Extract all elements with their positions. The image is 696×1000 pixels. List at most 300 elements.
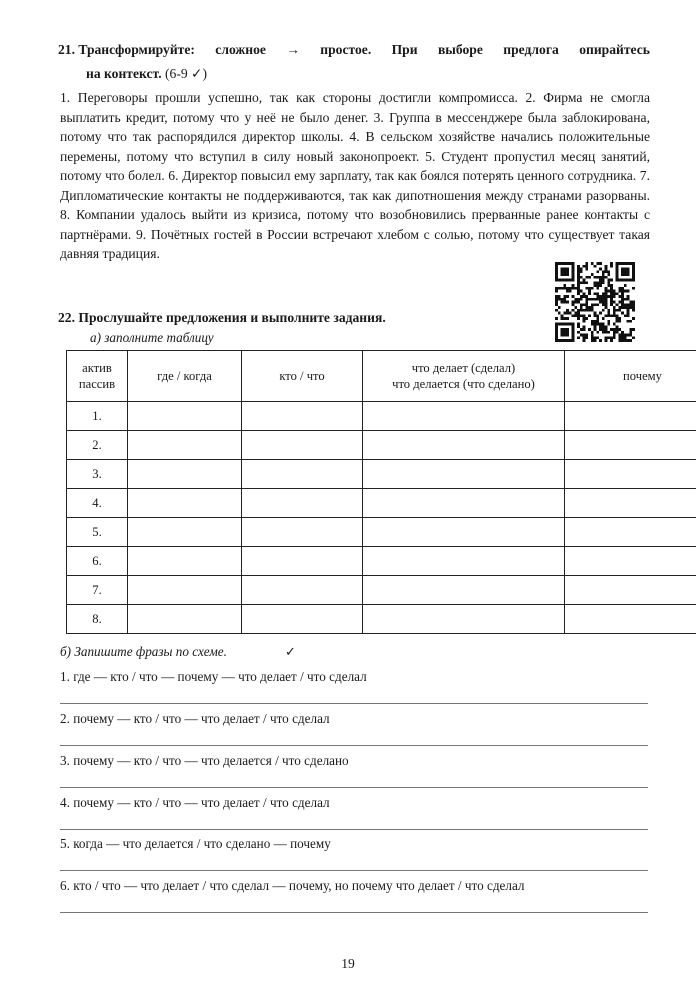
qr-module bbox=[632, 265, 635, 268]
answer-cell[interactable] bbox=[242, 518, 363, 547]
qr-module bbox=[561, 339, 564, 342]
qr-module bbox=[629, 301, 632, 304]
qr-module bbox=[610, 290, 613, 293]
qr-module bbox=[572, 287, 575, 290]
qr-module bbox=[624, 270, 627, 273]
qr-module bbox=[602, 281, 605, 284]
qr-module bbox=[607, 270, 610, 273]
qr-module bbox=[572, 284, 575, 287]
qr-module bbox=[572, 301, 575, 304]
qr-module bbox=[580, 281, 583, 284]
qr-module bbox=[627, 268, 630, 271]
qr-module bbox=[632, 276, 635, 279]
qr-module bbox=[569, 290, 572, 293]
qr-module bbox=[555, 334, 558, 337]
answer-cell[interactable] bbox=[565, 489, 696, 518]
qr-module bbox=[610, 287, 613, 290]
qr-module bbox=[566, 273, 569, 276]
qr-module bbox=[610, 301, 613, 304]
qr-module bbox=[555, 301, 558, 304]
qr-module bbox=[569, 339, 572, 342]
exercise-21-heading bbox=[58, 38, 650, 86]
qr-module bbox=[555, 290, 558, 293]
qr-module bbox=[569, 287, 572, 290]
qr-module bbox=[572, 295, 575, 298]
row-number: 2. bbox=[67, 431, 128, 460]
qr-module bbox=[561, 262, 564, 265]
qr-module bbox=[607, 290, 610, 293]
qr-module bbox=[627, 273, 630, 276]
qr-module bbox=[624, 284, 627, 287]
qr-module bbox=[621, 270, 624, 273]
qr-module bbox=[616, 273, 619, 276]
qr-module bbox=[618, 262, 621, 265]
qr-module bbox=[577, 290, 580, 293]
qr-module bbox=[632, 270, 635, 273]
qr-module bbox=[613, 292, 616, 295]
qr-module bbox=[607, 273, 610, 276]
answer-table bbox=[66, 350, 696, 634]
qr-module bbox=[563, 279, 566, 282]
qr-module bbox=[621, 336, 624, 339]
qr-module bbox=[610, 295, 613, 298]
qr-module bbox=[610, 284, 613, 287]
qr-module bbox=[605, 336, 608, 339]
qr-module bbox=[566, 279, 569, 282]
exercise-21-text: 1. Переговоры прошли успешно, так как стороны достигли компромисса. 2. Фирма не смогла выплатить кредит, потому что у неё не было денег. 3. Группа в мессенджере была заблокирована, потому что так распорядился директор школы. 4. В сельском хозяйстве начались положительные перемены, потому что вступил в силу новый законопроект. 5. Студент пропустил месяц занятий, потому что болел. 6. Директор повысил ему зарплату, так как боялся потерять ценного сотрудника. 7. Дипломатические контакты не поддерживаются, так как дипотношения между странами разорваны. 8. Компании удалось выйти из кризиса, потому что возобновились прерванные ранее контакты с партнёрами. 9. Почётных гостей в России встречают хлебом с солью, потому что существует такая давняя традиция. bbox=[60, 90, 650, 261]
qr-module bbox=[585, 334, 588, 337]
qr-module bbox=[583, 292, 586, 295]
qr-module bbox=[621, 279, 624, 282]
writing-line[interactable] bbox=[60, 703, 648, 704]
page-number: 19 bbox=[341, 956, 355, 971]
qr-module bbox=[616, 292, 619, 295]
qr-module bbox=[618, 279, 621, 282]
qr-module bbox=[632, 273, 635, 276]
qr-module bbox=[583, 281, 586, 284]
answer-cell[interactable] bbox=[128, 489, 242, 518]
check-mark-icon: ✓ bbox=[285, 644, 297, 659]
qr-module bbox=[566, 270, 569, 273]
qr-module bbox=[616, 276, 619, 279]
qr-module bbox=[563, 273, 566, 276]
qr-module bbox=[618, 334, 621, 337]
qr-module bbox=[599, 279, 602, 282]
qr-module bbox=[577, 292, 580, 295]
qr-module bbox=[555, 331, 558, 334]
phrase-scheme: 3. почему — кто / что — что делается / что сделано bbox=[60, 753, 349, 768]
qr-module bbox=[572, 262, 575, 265]
qr-module bbox=[591, 331, 594, 334]
qr-module bbox=[616, 268, 619, 271]
qr-module bbox=[563, 270, 566, 273]
answer-cell[interactable] bbox=[363, 489, 565, 518]
qr-module bbox=[558, 295, 561, 298]
qr-module bbox=[616, 270, 619, 273]
qr-module bbox=[596, 284, 599, 287]
qr-module bbox=[599, 284, 602, 287]
qr-module bbox=[621, 268, 624, 271]
qr-module bbox=[618, 339, 621, 342]
answer-cell[interactable] bbox=[565, 576, 696, 605]
answer-cell[interactable] bbox=[363, 402, 565, 431]
answer-cell[interactable] bbox=[242, 431, 363, 460]
qr-module bbox=[580, 276, 583, 279]
qr-module bbox=[605, 298, 608, 301]
row-number: 5. bbox=[67, 518, 128, 547]
answer-cell[interactable] bbox=[128, 402, 242, 431]
qr-module bbox=[621, 301, 624, 304]
qr-module bbox=[585, 281, 588, 284]
qr-module bbox=[613, 301, 616, 304]
row-number: 8. bbox=[67, 605, 128, 634]
qr-module bbox=[607, 281, 610, 284]
answer-cell[interactable] bbox=[242, 489, 363, 518]
column-header: кто / что bbox=[242, 351, 363, 402]
heading-line-2: на контекст. bbox=[86, 66, 162, 81]
qr-module bbox=[607, 295, 610, 298]
qr-module bbox=[599, 298, 602, 301]
qr-module bbox=[574, 287, 577, 290]
qr-module bbox=[618, 336, 621, 339]
qr-module bbox=[602, 331, 605, 334]
qr-module bbox=[596, 331, 599, 334]
answer-cell[interactable] bbox=[565, 431, 696, 460]
qr-module bbox=[599, 339, 602, 342]
qr-module bbox=[566, 287, 569, 290]
qr-module bbox=[596, 298, 599, 301]
exercise-21-heading-start: 21. Трансформируйте: bbox=[58, 42, 195, 57]
qr-module bbox=[577, 268, 580, 271]
answer-cell[interactable] bbox=[565, 402, 696, 431]
answer-cell[interactable] bbox=[128, 547, 242, 576]
qr-module bbox=[613, 295, 616, 298]
qr-module bbox=[610, 265, 613, 268]
qr-module bbox=[555, 339, 558, 342]
exercise-22-heading: 22. Прослушайте предложения и выполните задания. bbox=[58, 310, 386, 325]
qr-module bbox=[558, 262, 561, 265]
qr-module bbox=[610, 279, 613, 282]
heading-word: При bbox=[391, 42, 418, 57]
answer-cell[interactable] bbox=[242, 547, 363, 576]
qr-module bbox=[632, 336, 635, 339]
qr-module bbox=[558, 339, 561, 342]
qr-module bbox=[613, 331, 616, 334]
qr-module bbox=[610, 298, 613, 301]
qr-module bbox=[594, 265, 597, 268]
qr-module bbox=[605, 290, 608, 293]
row-number: 4. bbox=[67, 489, 128, 518]
qr-module bbox=[561, 331, 564, 334]
qr-module bbox=[629, 339, 632, 342]
row-number: 3. bbox=[67, 460, 128, 489]
qr-module bbox=[599, 268, 602, 271]
qr-module bbox=[602, 279, 605, 282]
qr-module bbox=[566, 331, 569, 334]
writing-line[interactable] bbox=[60, 829, 648, 830]
qr-module bbox=[563, 284, 566, 287]
qr-module bbox=[627, 334, 630, 337]
qr-module bbox=[577, 281, 580, 284]
qr-module bbox=[621, 331, 624, 334]
qr-module bbox=[583, 295, 586, 298]
qr-module bbox=[561, 334, 564, 337]
answer-cell[interactable] bbox=[242, 402, 363, 431]
qr-module bbox=[594, 284, 597, 287]
qr-module bbox=[572, 331, 575, 334]
table-row bbox=[67, 605, 696, 634]
qr-module bbox=[599, 276, 602, 279]
answer-cell[interactable] bbox=[242, 605, 363, 634]
table-row bbox=[67, 402, 696, 431]
qr-module bbox=[577, 273, 580, 276]
qr-module bbox=[621, 290, 624, 293]
qr-module bbox=[563, 298, 566, 301]
qr-module bbox=[572, 270, 575, 273]
qr-module bbox=[555, 262, 558, 265]
qr-module bbox=[627, 298, 630, 301]
writing-line[interactable] bbox=[60, 912, 648, 913]
qr-module bbox=[605, 331, 608, 334]
answer-cell[interactable] bbox=[128, 576, 242, 605]
qr-module bbox=[588, 290, 591, 293]
qr-module bbox=[563, 287, 566, 290]
qr-module bbox=[613, 336, 616, 339]
qr-module bbox=[591, 262, 594, 265]
qr-module bbox=[629, 331, 632, 334]
heading-word: выборе bbox=[437, 42, 483, 57]
qr-module bbox=[607, 336, 610, 339]
qr-module bbox=[605, 276, 608, 279]
answer-cell[interactable] bbox=[128, 431, 242, 460]
answer-cell[interactable] bbox=[363, 547, 565, 576]
qr-module bbox=[585, 298, 588, 301]
qr-module bbox=[624, 334, 627, 337]
qr-module bbox=[627, 295, 630, 298]
phrase-scheme: 4. почему — кто / что — что делает / что сделал bbox=[60, 795, 330, 810]
qr-module bbox=[591, 339, 594, 342]
heading-word: предлога bbox=[503, 42, 559, 57]
qr-module bbox=[632, 279, 635, 282]
qr-module bbox=[577, 331, 580, 334]
phrase-scheme: 1. где — кто / что — почему — что делает / что сделал bbox=[60, 669, 367, 684]
qr-module bbox=[572, 268, 575, 271]
qr-module bbox=[563, 262, 566, 265]
qr-module bbox=[594, 298, 597, 301]
qr-module bbox=[605, 287, 608, 290]
heading-word: опирайтесь bbox=[579, 42, 650, 57]
qr-module bbox=[624, 290, 627, 293]
qr-module bbox=[585, 287, 588, 290]
answer-cell[interactable] bbox=[363, 576, 565, 605]
qr-module bbox=[574, 298, 577, 301]
qr-module bbox=[585, 262, 588, 265]
answer-cell[interactable] bbox=[363, 431, 565, 460]
writing-line[interactable] bbox=[60, 870, 648, 871]
answer-cell[interactable] bbox=[363, 605, 565, 634]
qr-module bbox=[591, 273, 594, 276]
qr-module bbox=[566, 339, 569, 342]
qr-module bbox=[585, 336, 588, 339]
qr-module bbox=[558, 279, 561, 282]
qr-module bbox=[588, 287, 591, 290]
answer-cell[interactable] bbox=[363, 460, 565, 489]
table-row bbox=[67, 489, 696, 518]
qr-module bbox=[572, 276, 575, 279]
qr-module bbox=[624, 298, 627, 301]
qr-module bbox=[605, 295, 608, 298]
row-number: 1. bbox=[67, 402, 128, 431]
qr-module bbox=[572, 279, 575, 282]
qr-module bbox=[632, 301, 635, 304]
table-row bbox=[67, 518, 696, 547]
qr-module bbox=[613, 334, 616, 337]
qr-module bbox=[572, 265, 575, 268]
qr-module bbox=[566, 301, 569, 304]
qr-module bbox=[594, 292, 597, 295]
phrase-scheme: 2. почему — кто / что — что делает / что сделал bbox=[60, 711, 330, 726]
qr-module bbox=[599, 281, 602, 284]
qr-module bbox=[566, 334, 569, 337]
qr-module bbox=[563, 268, 566, 271]
column-header: актив пассив bbox=[67, 351, 128, 402]
qr-module bbox=[618, 287, 621, 290]
qr-module bbox=[627, 270, 630, 273]
qr-module bbox=[572, 334, 575, 337]
qr-module bbox=[577, 301, 580, 304]
qr-module bbox=[632, 287, 635, 290]
qr-module bbox=[627, 339, 630, 342]
qr-module bbox=[577, 284, 580, 287]
qr-module bbox=[602, 301, 605, 304]
answer-cell[interactable] bbox=[363, 518, 565, 547]
qr-module bbox=[561, 268, 564, 271]
answer-cell[interactable] bbox=[565, 547, 696, 576]
qr-module bbox=[599, 295, 602, 298]
qr-module bbox=[561, 298, 564, 301]
phrase-scheme: 5. когда — что делается / что сделано — почему bbox=[60, 836, 331, 851]
qr-module bbox=[629, 262, 632, 265]
row-number: 6. bbox=[67, 547, 128, 576]
qr-module bbox=[621, 287, 624, 290]
qr-module bbox=[624, 273, 627, 276]
qr-module bbox=[632, 268, 635, 271]
qr-module bbox=[621, 295, 624, 298]
qr-module bbox=[577, 336, 580, 339]
answer-cell[interactable] bbox=[128, 605, 242, 634]
answer-cell[interactable] bbox=[565, 518, 696, 547]
writing-line[interactable] bbox=[60, 745, 648, 746]
qr-module bbox=[577, 298, 580, 301]
qr-module bbox=[558, 287, 561, 290]
qr-module bbox=[605, 268, 608, 271]
qr-module bbox=[624, 339, 627, 342]
qr-module bbox=[585, 276, 588, 279]
qr-module bbox=[555, 268, 558, 271]
qr-module bbox=[588, 276, 591, 279]
qr-module bbox=[572, 339, 575, 342]
qr-module bbox=[572, 273, 575, 276]
qr-module bbox=[563, 295, 566, 298]
qr-module bbox=[602, 276, 605, 279]
qr-module bbox=[607, 279, 610, 282]
qr-module bbox=[566, 268, 569, 271]
row-number: 7. bbox=[67, 576, 128, 605]
qr-module bbox=[605, 292, 608, 295]
qr-module bbox=[585, 301, 588, 304]
qr-module bbox=[596, 276, 599, 279]
qr-module bbox=[605, 339, 608, 342]
table-row bbox=[67, 576, 696, 605]
qr-module bbox=[580, 295, 583, 298]
qr-module bbox=[602, 295, 605, 298]
answer-cell[interactable] bbox=[242, 460, 363, 489]
qr-module bbox=[583, 334, 586, 337]
qr-module bbox=[577, 287, 580, 290]
qr-module bbox=[577, 276, 580, 279]
answer-cell[interactable] bbox=[128, 518, 242, 547]
qr-module bbox=[566, 290, 569, 293]
table-header-row bbox=[67, 351, 696, 402]
qr-module bbox=[566, 295, 569, 298]
qr-module bbox=[616, 265, 619, 268]
qr-module bbox=[594, 339, 597, 342]
qr-module bbox=[588, 298, 591, 301]
column-header: где / когда bbox=[128, 351, 242, 402]
qr-module bbox=[602, 273, 605, 276]
answer-cell[interactable] bbox=[242, 576, 363, 605]
qr-module bbox=[627, 262, 630, 265]
qr-module bbox=[555, 270, 558, 273]
qr-code-icon[interactable] bbox=[555, 262, 635, 342]
qr-module bbox=[624, 262, 627, 265]
qr-module bbox=[621, 292, 624, 295]
qr-module bbox=[591, 334, 594, 337]
answer-cell[interactable] bbox=[565, 605, 696, 634]
qr-module bbox=[596, 262, 599, 265]
writing-line[interactable] bbox=[60, 787, 648, 788]
qr-module bbox=[591, 298, 594, 301]
qr-module bbox=[616, 279, 619, 282]
qr-module bbox=[569, 279, 572, 282]
qr-module bbox=[610, 336, 613, 339]
qr-module bbox=[621, 339, 624, 342]
qr-module bbox=[555, 298, 558, 301]
qr-module bbox=[627, 279, 630, 282]
qr-module bbox=[583, 265, 586, 268]
qr-module bbox=[561, 279, 564, 282]
answer-cell[interactable] bbox=[128, 460, 242, 489]
qr-module bbox=[605, 301, 608, 304]
qr-module bbox=[632, 262, 635, 265]
qr-module bbox=[577, 265, 580, 268]
qr-module bbox=[610, 339, 613, 342]
qr-module bbox=[572, 336, 575, 339]
qr-module bbox=[561, 273, 564, 276]
qr-module bbox=[561, 287, 564, 290]
qr-module bbox=[602, 298, 605, 301]
qr-module bbox=[618, 290, 621, 293]
heading-word: сложное bbox=[215, 42, 266, 57]
table-row bbox=[67, 431, 696, 460]
qr-module bbox=[555, 265, 558, 268]
task-b-label: б) Запишите фразы по схеме. ✓ bbox=[60, 644, 297, 659]
qr-module bbox=[596, 336, 599, 339]
answer-cell[interactable] bbox=[565, 460, 696, 489]
qr-module bbox=[563, 334, 566, 337]
qr-module bbox=[629, 279, 632, 282]
qr-module bbox=[596, 270, 599, 273]
